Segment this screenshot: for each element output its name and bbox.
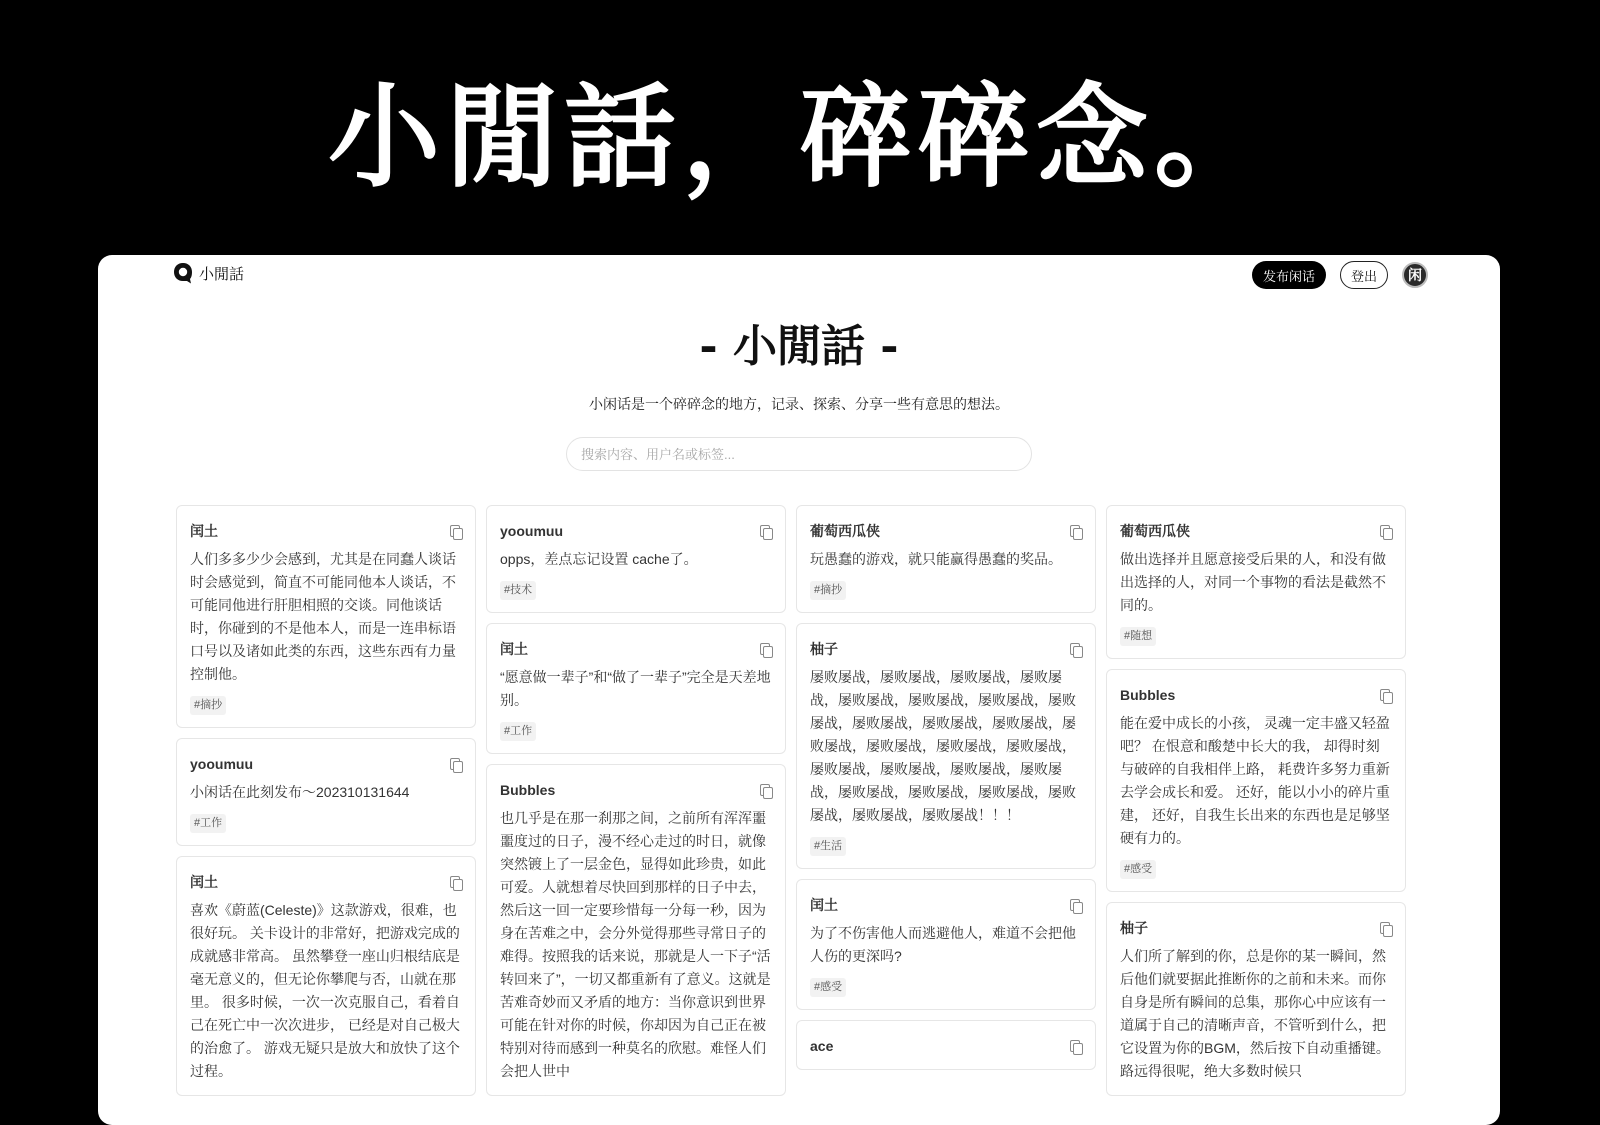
post-card[interactable] xyxy=(486,505,786,613)
post-author[interactable]: 闰土 xyxy=(500,641,528,657)
post-card[interactable] xyxy=(486,764,786,1096)
copy-icon[interactable] xyxy=(1378,524,1392,538)
copy-icon[interactable] xyxy=(1378,688,1392,702)
post-content: opps，差点忘记设置 cache了。 xyxy=(500,551,698,567)
post-card-header xyxy=(810,894,1082,916)
post-content: 屡败屡战，屡败屡战，屡败屡战，屡败屡战，屡败屡战，屡败屡战，屡败屡战，屡败屡战，屡败屡战，屡败屡战，屡败屡战，屡败屡战，屡败屡战，屡败屡战，屡败屡战，屡败屡战，屡败屡战，屡败屡战，屡败屡战，屡败屡战，屡败屡战，屡败屡战，屡败屡战，屡败屡战，屡败屡战！！！ xyxy=(810,669,1076,823)
post-card[interactable] xyxy=(176,856,476,1096)
post-column-2 xyxy=(486,505,786,1106)
post-author[interactable]: 葡萄西瓜侠 xyxy=(1120,523,1190,539)
post-column-4 xyxy=(1106,505,1406,1106)
copy-icon[interactable] xyxy=(758,783,772,797)
post-author[interactable]: 闰土 xyxy=(190,523,218,539)
post-tag[interactable]: #工作 xyxy=(190,814,226,833)
copy-icon[interactable] xyxy=(1068,524,1082,538)
post-content: 人们所了解到的你，总是你的某一瞬间，然后他们就要据此推断你的之前和未来。而你自身是所有瞬间的总集，那你心中应该有一道属于自己的清晰声音，不管听到什么，把它设置为你的BGM，然后按下自动重播键。 路远得很呢，绝大多数时候只 xyxy=(1120,948,1390,1079)
post-card-header xyxy=(190,520,462,542)
post-card-header xyxy=(190,753,462,775)
post-content: 喜欢《蔚蓝(Celeste)》这款游戏，很难，也很好玩。 关卡设计的非常好，把游戏完成的成就感非常高。 虽然攀登一座山归根结底是毫无意义的，但无论你攀爬与否，山就在那里。 很多时候，一次一次克服自己，看着自己在死亡中一次次进步， 已经是对自己极大的治愈了。 游戏无疑只是放大和放快了这个过程。 xyxy=(190,902,460,1079)
post-card-header xyxy=(500,638,772,660)
copy-icon[interactable] xyxy=(758,524,772,538)
post-card-header xyxy=(810,638,1082,660)
post-tag[interactable]: #随想 xyxy=(1120,627,1156,646)
post-content: 也几乎是在那一刹那之间，之前所有浑浑噩噩度过的日子，漫不经心走过的时日，就像突然镀上了一层金色，显得如此珍贵，如此可爱。人就想着尽快回到那样的日子中去，然后这一回一定要珍惜每一分每一秒，因为身在苦难之中，会分外觉得那些寻常日子的难得。按照我的话来说，那就是人一下子“活转回来了”，一切又都重新有了意义。这就是苦难奇妙而又矛盾的地方：当你意识到世界可能在针对你的时候，你却因为自己正在被特别对待而感到一种莫名的欣慰。难怪人们会把人世中 xyxy=(500,810,771,1079)
post-tag[interactable]: #感受 xyxy=(1120,860,1156,879)
search-input[interactable] xyxy=(566,437,1032,471)
post-tag[interactable]: #感受 xyxy=(810,978,846,997)
post-author[interactable]: ace xyxy=(810,1038,834,1054)
post-author[interactable]: Bubbles xyxy=(500,782,556,798)
post-card-header xyxy=(1120,917,1392,939)
hero-title: 小閒話，碎碎念。 xyxy=(328,72,1272,203)
post-author[interactable]: Bubbles xyxy=(1120,687,1176,703)
post-author[interactable]: 闰土 xyxy=(810,897,838,913)
copy-icon[interactable] xyxy=(448,757,462,771)
post-card-header xyxy=(500,779,772,801)
post-author[interactable]: yooumuu xyxy=(500,523,563,539)
post-tag[interactable]: #摘抄 xyxy=(190,696,226,715)
copy-icon[interactable] xyxy=(758,642,772,656)
post-content: “愿意做一辈子”和“做了一辈子”完全是天差地别。 xyxy=(500,669,771,708)
nav-actions xyxy=(1252,261,1428,289)
post-card[interactable] xyxy=(176,505,476,728)
logout-button[interactable]: 登出 xyxy=(1340,261,1388,289)
copy-icon[interactable] xyxy=(448,875,462,889)
post-content: 玩愚蠢的游戏，就只能赢得愚蠢的奖品。 xyxy=(810,551,1062,567)
copy-icon[interactable] xyxy=(448,524,462,538)
post-card[interactable] xyxy=(1106,669,1406,892)
speech-bubble-logo-icon xyxy=(173,262,193,284)
post-content: 小闲话在此刻发布～202310131644 xyxy=(190,784,410,800)
copy-icon[interactable] xyxy=(1378,921,1392,935)
post-card[interactable] xyxy=(796,623,1096,869)
post-author[interactable]: yooumuu xyxy=(190,756,253,772)
post-card[interactable] xyxy=(486,623,786,754)
page-subtitle: 小闲话是一个碎碎念的地方，记录、探索、分享一些有意思的想法。 xyxy=(589,397,1009,413)
post-card-header xyxy=(190,871,462,893)
post-tag[interactable]: #摘抄 xyxy=(810,581,846,600)
post-author[interactable]: 柚子 xyxy=(810,641,838,657)
post-content: 能在爱中成长的小孩， 灵魂一定丰盛又轻盈吧？ 在恨意和酸楚中长大的我， 却得时刻与破碎的自我相伴上路， 耗费许多努力重新去学会成长和爱。 还好，能以小小的碎片重建， 还好，自我生长出来的东西也是足够坚硬有力的。 xyxy=(1120,715,1390,846)
post-content: 做出选择并且愿意接受后果的人，和没有做出选择的人，对同一个事物的看法是截然不同的。 xyxy=(1120,551,1386,613)
post-card-header xyxy=(1120,520,1392,542)
publish-button[interactable]: 发布闲话 xyxy=(1252,261,1326,289)
top-nav xyxy=(98,255,1500,295)
avatar[interactable]: 闲 xyxy=(1402,262,1428,288)
post-card-header xyxy=(1120,684,1392,706)
post-card[interactable] xyxy=(796,505,1096,613)
copy-icon[interactable] xyxy=(1068,642,1082,656)
post-tag[interactable]: #生活 xyxy=(810,837,846,856)
post-content: 人们多多少少会感到，尤其是在同蠢人谈话时会感觉到，简直不可能同他本人谈话，不可能同他进行肝胆相照的交谈。同他谈话时，你碰到的不是他本人，而是一连串标语口号以及诸如此类的东西，这些东西有力量控制他。 xyxy=(190,551,456,682)
post-author[interactable]: 闰土 xyxy=(190,874,218,890)
post-card[interactable] xyxy=(796,1020,1096,1070)
post-author[interactable]: 柚子 xyxy=(1120,920,1148,936)
post-column-1 xyxy=(176,505,476,1106)
post-card-header xyxy=(810,1035,1082,1057)
post-author[interactable]: 葡萄西瓜侠 xyxy=(810,523,880,539)
post-card[interactable] xyxy=(1106,902,1406,1096)
post-card-header xyxy=(810,520,1082,542)
brand-name: 小閒話 xyxy=(199,264,245,283)
post-card[interactable] xyxy=(1106,505,1406,659)
brand[interactable] xyxy=(173,262,244,284)
post-column-3 xyxy=(796,505,1096,1080)
post-content: 为了不伤害他人而逃避他人，难道不会把他人伤的更深吗? xyxy=(810,925,1076,964)
page-title: - 小閒話 - xyxy=(699,321,899,372)
post-tag[interactable]: #工作 xyxy=(500,722,536,741)
post-card[interactable] xyxy=(796,879,1096,1010)
post-card[interactable] xyxy=(176,738,476,846)
post-card-header xyxy=(500,520,772,542)
copy-icon[interactable] xyxy=(1068,1039,1082,1053)
app-window xyxy=(98,255,1500,1125)
copy-icon[interactable] xyxy=(1068,898,1082,912)
post-tag[interactable]: #技术 xyxy=(500,581,536,600)
